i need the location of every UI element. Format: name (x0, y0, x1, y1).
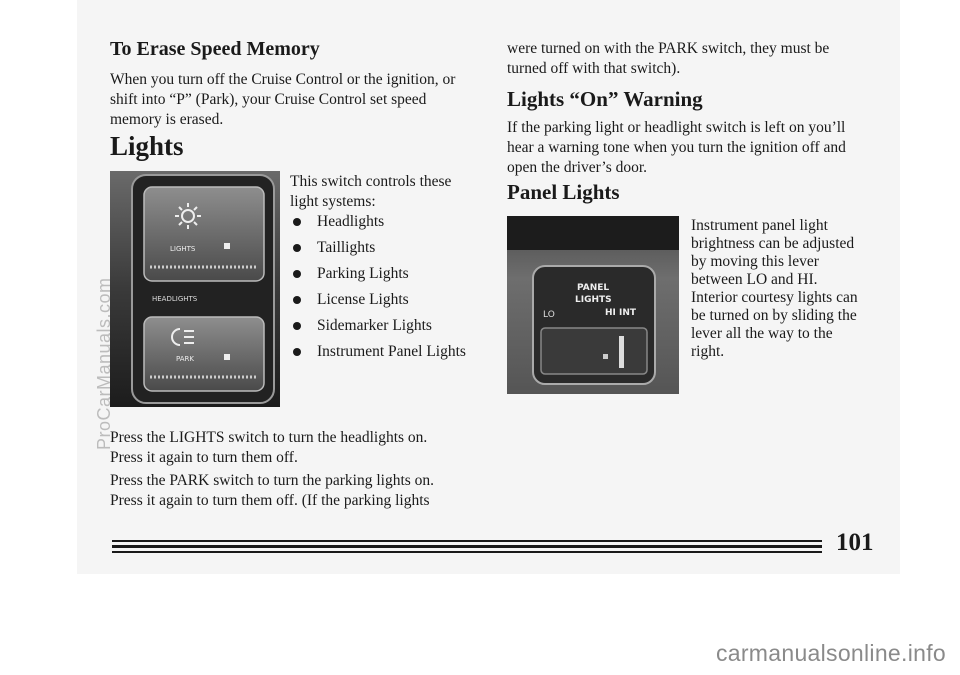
lights-switch-photo (110, 171, 280, 407)
list-item: Sidemarker Lights (291, 316, 466, 342)
erase-speed-memory-heading: To Erase Speed Memory (110, 38, 320, 60)
panel-lights-illustration (507, 216, 679, 394)
side-watermark: ProCarManuals.com (94, 277, 114, 450)
list-item: Parking Lights (291, 264, 466, 290)
bullet-icon (293, 296, 301, 304)
continued-text: were turned on with the PARK switch, they must be turned off with that switch). (507, 40, 830, 77)
footer-rule-top (112, 540, 822, 542)
page-number: 101 (836, 529, 874, 556)
bullet-icon (293, 218, 301, 226)
slider-lever (619, 336, 624, 368)
list-item: Headlights (291, 212, 466, 238)
footer-rule-middle (112, 545, 822, 548)
panel-lights-photo (507, 216, 679, 394)
light-systems-list (291, 212, 466, 368)
lights-on-warning-text: If the parking light or headlight switch is left on you’ll hear a warning tone when you turn the ignition off and open the driver’s door. (507, 119, 846, 176)
lights-on-warning-heading: Lights “On” Warning (507, 87, 703, 111)
footer-watermark: carmanualsonline.info (715, 640, 946, 666)
lights-heading: Lights (110, 131, 184, 161)
switch-intro-text: This switch controls these light systems: (290, 173, 452, 210)
erase-speed-memory-text: When you turn off the Cruise Control or the ignition, or shift into “P” (Park), your Cruise Control set speed memory is erased. (110, 71, 456, 128)
bullet-icon (293, 348, 301, 356)
list-item: License Lights (291, 290, 466, 316)
photo-park-label: PARK (176, 355, 195, 363)
bullet-icon (293, 270, 301, 278)
bullet-icon (293, 322, 301, 330)
list-item: Taillights (291, 238, 466, 264)
list-item: Instrument Panel Lights (291, 342, 466, 368)
photo-headlights-label: HEADLIGHTS (152, 295, 198, 303)
bullet-icon (293, 244, 301, 252)
photo-lights-label-right: LIGHTS (575, 295, 612, 305)
photo-lights-label: LIGHTS (170, 245, 196, 253)
panel-lights-text: Instrument panel light brightness can be adjusted by moving this lever between LO and HI. Interior courtesy lights can be turned on by sliding the lever all the way to the right. (691, 217, 858, 360)
photo-hi-int-label: HI INT (605, 308, 637, 318)
panel-lights-heading: Panel Lights (507, 180, 620, 204)
lights-switch-illustration (110, 171, 280, 407)
press-park-text: Press the PARK switch to turn the parking lights on. Press it again to turn them off. (If the parking lights (110, 472, 435, 509)
photo-lo-label: LO (543, 310, 555, 320)
footer-rule-bottom (112, 551, 822, 553)
photo-panel-label: PANEL (577, 283, 610, 293)
press-lights-text: Press the LIGHTS switch to turn the headlights on. Press it again to turn them off. (110, 429, 428, 466)
